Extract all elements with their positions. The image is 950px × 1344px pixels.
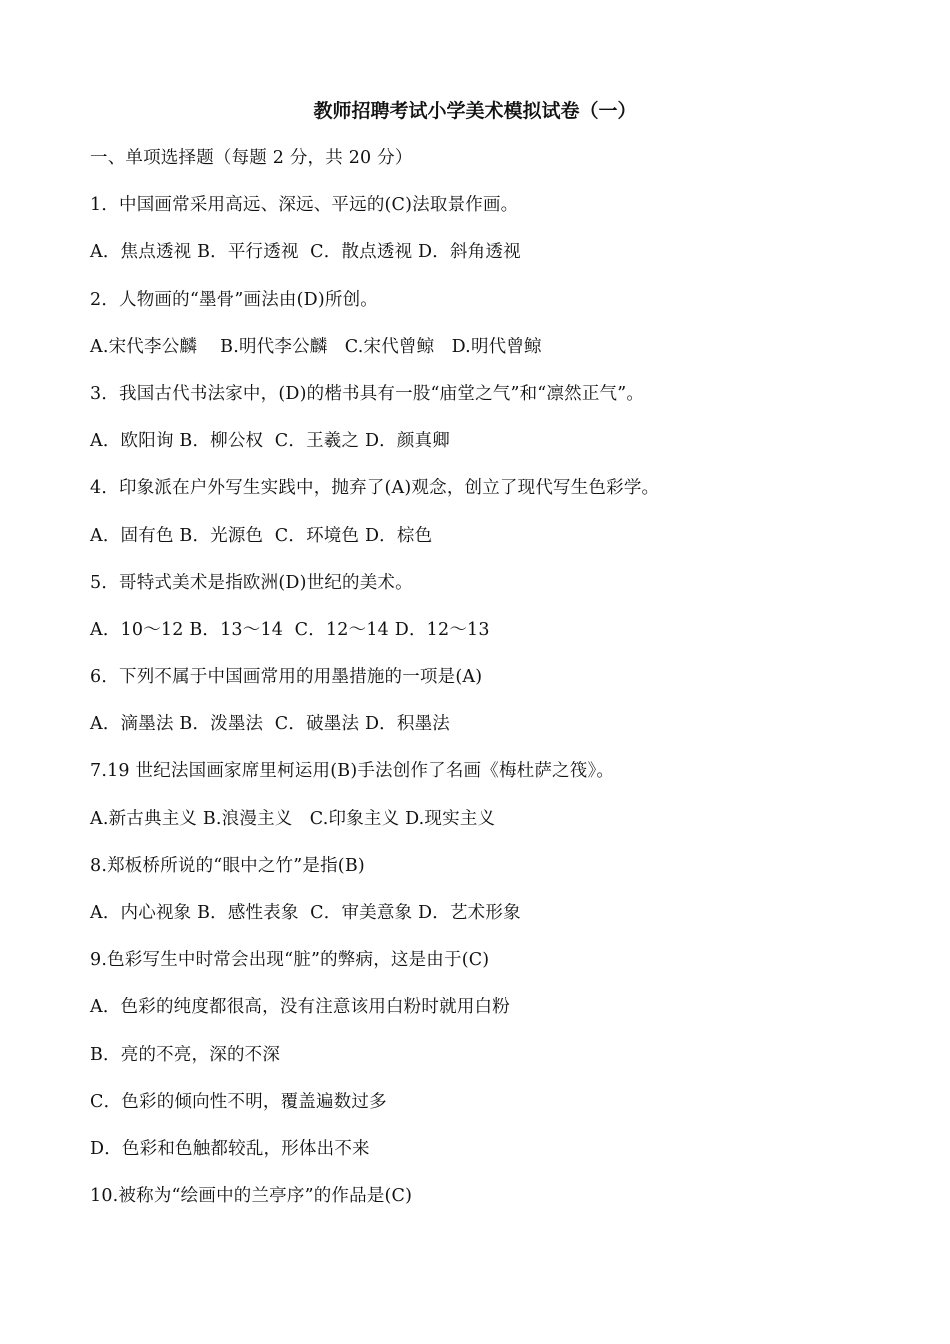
question-8: 8.郑板桥所说的“眼中之竹”是指(B) (90, 855, 365, 876)
question-9: 9.色彩写生中时常会出现“脏”的弊病，这是由于(C) (90, 950, 490, 971)
question-7-options: A.新古典主义 B.浪漫主义 C.印象主义 D.现实主义 (90, 808, 496, 829)
question-9-option-d: D．色彩和色触都较乱，形体出不来 (90, 1138, 370, 1159)
document-title: 教师招聘考试小学美术模拟试卷（一） (313, 100, 637, 122)
question-6-options: A．滴墨法 B．泼墨法 C．破墨法 D．积墨法 (90, 714, 450, 735)
question-1: 1．中国画常采用高远、深远、平远的(C)法取景作画。 (90, 195, 519, 216)
question-9-option-a: A．色彩的纯度都很高，没有注意该用白粉时就用白粉 (90, 997, 510, 1018)
question-7: 7.19 世纪法国画家席里柯运用(B)手法创作了名画《梅杜萨之筏》。 (90, 761, 615, 782)
question-3-options: A．欧阳询 B．柳公权 C．王羲之 D．颜真卿 (90, 431, 450, 452)
question-10: 10.被称为“绘画中的兰亭序”的作品是(C) (90, 1186, 413, 1207)
question-9-option-b: B．亮的不亮，深的不深 (90, 1044, 281, 1065)
question-5-options: A．10～12 B．13～14 C．12～14 D．12～13 (90, 619, 490, 640)
question-2-options: A.宋代李公麟 B.明代李公麟 C.宋代曾鲸 D.明代曾鲸 (90, 336, 542, 357)
question-4-options: A．固有色 B．光源色 C．环境色 D．棕色 (90, 525, 433, 546)
question-5: 5．哥特式美术是指欧洲(D)世纪的美术。 (90, 572, 413, 593)
question-4: 4．印象派在户外写生实践中，抛弃了(A)观念，创立了现代写生色彩学。 (90, 478, 660, 499)
question-8-options: A．内心视象 B．感性表象 C．审美意象 D．艺术形象 (90, 903, 521, 923)
question-3: 3．我国古代书法家中，(D)的楷书具有一股“庙堂之气”和“凛然正气”。 (90, 383, 645, 404)
question-9-option-c: C．色彩的倾向性不明，覆盖遍数过多 (90, 1091, 387, 1112)
question-1-options: A．焦点透视 B．平行透视 C．散点透视 D．斜角透视 (90, 242, 521, 263)
section-heading: 一、单项选择题（每题 2 分，共 20 分） (90, 148, 413, 168)
exam-body (90, 144, 910, 1229)
question-6: 6．下列不属于中国画常用的用墨措施的一项是(A) (90, 667, 483, 688)
question-2: 2．人物画的“墨骨”画法由(D)所创。 (90, 289, 379, 310)
